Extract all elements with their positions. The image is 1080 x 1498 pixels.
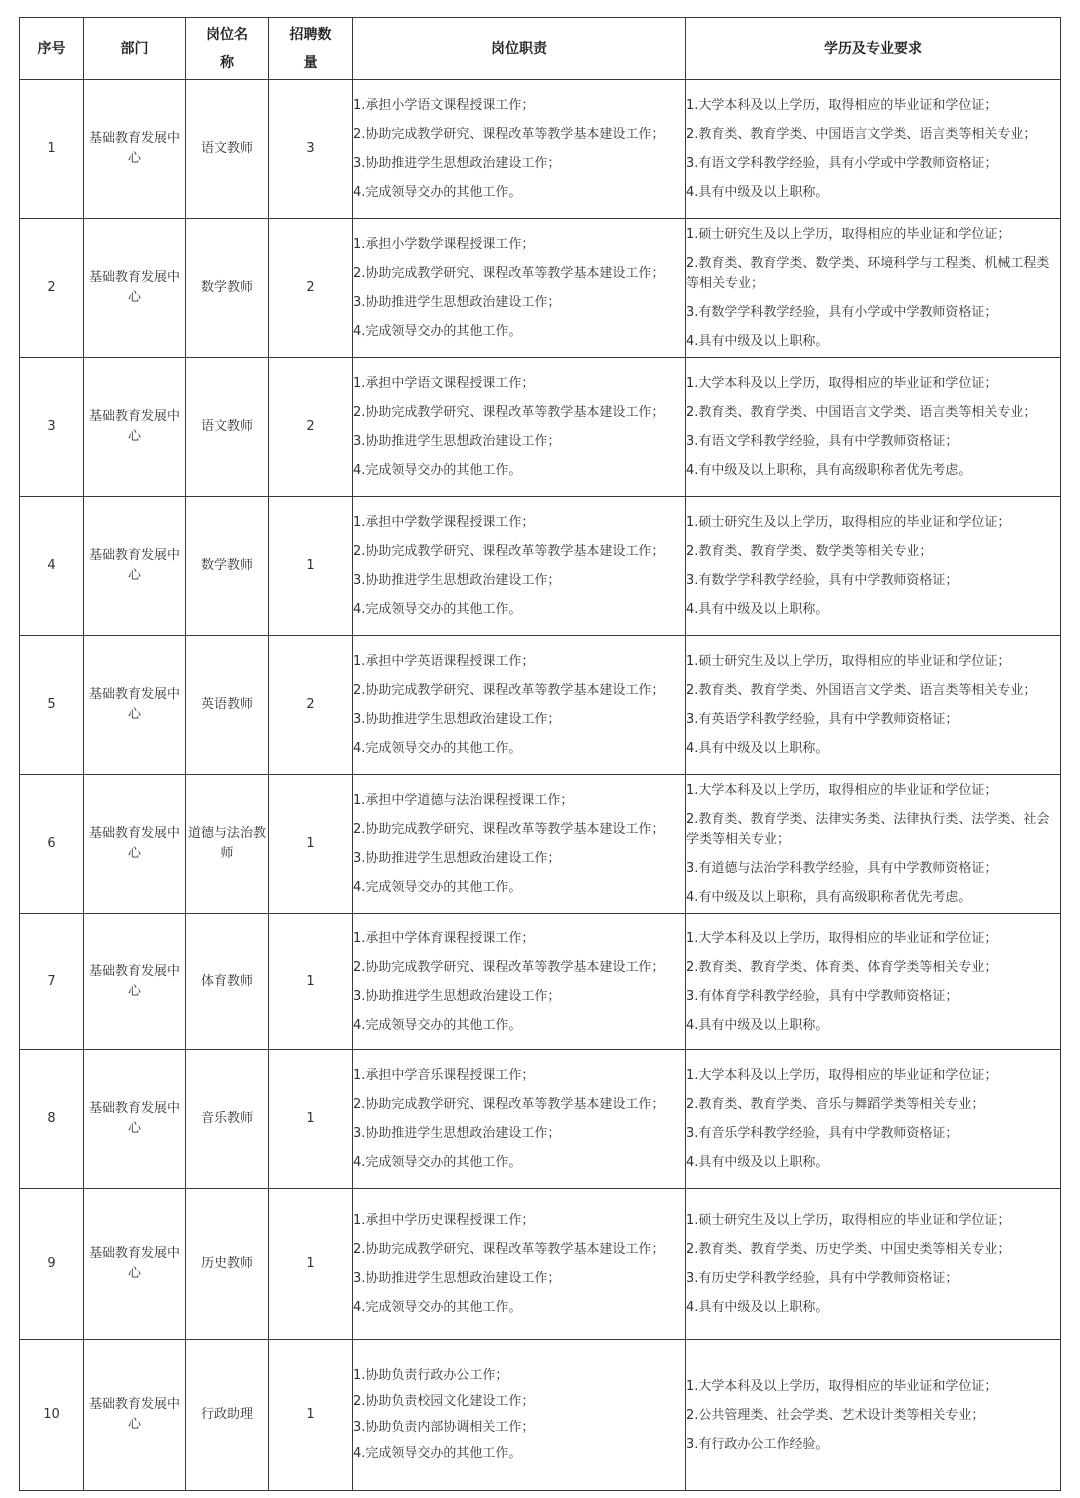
duty-item: 1.承担中学音乐课程授课工作； xyxy=(353,1068,535,1083)
requirement-item: 4.具有中级及以上职称。 xyxy=(686,602,829,617)
duty-item: 4.完成领导交办的其他工作。 xyxy=(353,324,522,339)
requirement-item: 2.教育类、教育学类、数学类、环境科学与工程类、机械工程类等相关专业； xyxy=(686,256,1050,291)
duty-item: 4.完成领导交办的其他工作。 xyxy=(353,880,522,895)
requirement-item: 1.硕士研究生及以上学历，取得相应的毕业证和学位证； xyxy=(686,515,1011,530)
duty-item: 1.承担小学语文课程授课工作； xyxy=(353,98,535,113)
position-name: 语文教师 xyxy=(186,358,269,497)
table-row xyxy=(20,914,1061,1050)
table-row xyxy=(20,80,1061,219)
department: 基础教育发展中心 xyxy=(84,497,186,636)
requirement-item: 2.教育类、教育学类、音乐与舞蹈学类等相关专业； xyxy=(686,1097,985,1112)
duty-item: 2.协助完成教学研究、课程改革等教学基本建设工作； xyxy=(353,1242,665,1257)
duties-list xyxy=(353,1050,686,1189)
requirement-item: 3.有数学学科教学经验，具有中学教师资格证； xyxy=(686,573,959,588)
hire-count: 1 xyxy=(269,775,353,914)
duty-item: 2.协助完成教学研究、课程改革等教学基本建设工作； xyxy=(353,544,665,559)
requirement-item: 1.硕士研究生及以上学历，取得相应的毕业证和学位证； xyxy=(686,227,1011,242)
header-reqs: 学历及专业要求 xyxy=(686,18,1061,80)
requirements-list xyxy=(686,636,1061,775)
requirement-item: 4.具有中级及以上职称。 xyxy=(686,185,829,200)
row-number: 8 xyxy=(20,1050,84,1189)
requirements-list xyxy=(686,358,1061,497)
hire-count: 1 xyxy=(269,1340,353,1491)
duty-item: 1.承担中学语文课程授课工作； xyxy=(353,376,535,391)
header-dept: 部门 xyxy=(84,18,186,80)
row-number: 5 xyxy=(20,636,84,775)
hire-count: 2 xyxy=(269,636,353,775)
duties-list xyxy=(353,358,686,497)
hire-count: 2 xyxy=(269,358,353,497)
duty-item: 1.承担中学数学课程授课工作； xyxy=(353,515,535,530)
duties-list xyxy=(353,775,686,914)
requirements-list xyxy=(686,219,1061,358)
row-number: 2 xyxy=(20,219,84,358)
duty-item: 3.协助推进学生思想政治建设工作； xyxy=(353,988,561,1004)
requirement-item: 1.硕士研究生及以上学历，取得相应的毕业证和学位证； xyxy=(686,654,1011,669)
requirements-list xyxy=(686,1189,1061,1340)
duty-item: 4.完成领导交办的其他工作。 xyxy=(353,741,522,756)
duty-item: 3.协助推进学生思想政治建设工作； xyxy=(353,573,561,588)
department: 基础教育发展中心 xyxy=(84,1189,186,1340)
table-row xyxy=(20,1050,1061,1189)
requirements-list xyxy=(686,1050,1061,1189)
department: 基础教育发展中心 xyxy=(84,1340,186,1491)
requirement-item: 3.有语文学科教学经验，具有中学教师资格证； xyxy=(686,434,959,449)
department: 基础教育发展中心 xyxy=(84,80,186,219)
duty-item: 3.协助推进学生思想政治建设工作； xyxy=(353,712,561,727)
duty-item: 1.承担中学体育课程授课工作； xyxy=(353,930,535,946)
duty-item: 3.协助推进学生思想政治建设工作； xyxy=(353,156,561,171)
position-name: 语文教师 xyxy=(186,80,269,219)
duty-item: 4.完成领导交办的其他工作。 xyxy=(353,1446,522,1461)
requirement-item: 3.有数学学科教学经验，具有小学或中学教师资格证； xyxy=(686,305,998,320)
requirement-item: 1.硕士研究生及以上学历，取得相应的毕业证和学位证； xyxy=(686,1213,1011,1228)
requirement-item: 1.大学本科及以上学历，取得相应的毕业证和学位证； xyxy=(686,376,998,391)
position-name: 数学教师 xyxy=(186,497,269,636)
position-name: 英语教师 xyxy=(186,636,269,775)
duty-item: 1.承担中学历史课程授课工作； xyxy=(353,1213,535,1228)
requirement-item: 3.有英语学科教学经验，具有中学教师资格证； xyxy=(686,712,959,727)
duty-item: 3.协助推进学生思想政治建设工作； xyxy=(353,851,561,866)
duties-list xyxy=(353,219,686,358)
position-name: 音乐教师 xyxy=(186,1050,269,1189)
duty-item: 2.协助完成教学研究、课程改革等教学基本建设工作； xyxy=(353,405,665,420)
requirement-item: 2.教育类、教育学类、体育类、体育学类等相关专业； xyxy=(686,959,998,975)
hire-count: 1 xyxy=(269,497,353,636)
department: 基础教育发展中心 xyxy=(84,914,186,1050)
requirement-item: 4.具有中级及以上职称。 xyxy=(686,1155,829,1170)
duty-item: 4.完成领导交办的其他工作。 xyxy=(353,602,522,617)
duty-item: 4.完成领导交办的其他工作。 xyxy=(353,463,522,478)
duty-item: 2.协助完成教学研究、课程改革等教学基本建设工作； xyxy=(353,266,665,281)
table-row xyxy=(20,358,1061,497)
requirements-list xyxy=(686,1340,1061,1491)
header-row xyxy=(20,18,1061,80)
requirement-item: 3.有体育学科教学经验，具有中学教师资格证； xyxy=(686,988,959,1004)
requirement-item: 1.大学本科及以上学历，取得相应的毕业证和学位证； xyxy=(686,1068,998,1083)
requirement-item: 4.具有中级及以上职称。 xyxy=(686,741,829,756)
department: 基础教育发展中心 xyxy=(84,636,186,775)
duty-item: 2.协助完成教学研究、课程改革等教学基本建设工作； xyxy=(353,683,665,698)
position-name: 行政助理 xyxy=(186,1340,269,1491)
duties-list xyxy=(353,1189,686,1340)
hire-count: 3 xyxy=(269,80,353,219)
duty-item: 3.协助推进学生思想政治建设工作； xyxy=(353,1271,561,1286)
duty-item: 3.协助推进学生思想政治建设工作； xyxy=(353,295,561,310)
duties-list xyxy=(353,497,686,636)
requirements-list xyxy=(686,775,1061,914)
duty-item: 1.协助负责行政办公工作； xyxy=(353,1368,509,1383)
requirement-item: 4.具有中级及以上职称。 xyxy=(686,334,829,349)
duties-list xyxy=(353,80,686,219)
table-row xyxy=(20,1189,1061,1340)
requirement-item: 2.教育类、教育学类、数学类等相关专业； xyxy=(686,544,933,559)
duty-item: 1.承担小学数学课程授课工作； xyxy=(353,237,535,252)
header-duties: 岗位职责 xyxy=(353,18,686,80)
requirement-item: 4.有中级及以上职称，具有高级职称者优先考虑。 xyxy=(686,890,972,905)
position-name: 数学教师 xyxy=(186,219,269,358)
department: 基础教育发展中心 xyxy=(84,1050,186,1189)
requirements-list xyxy=(686,497,1061,636)
department: 基础教育发展中心 xyxy=(84,358,186,497)
duty-item: 1.承担中学道德与法治课程授课工作； xyxy=(353,793,574,808)
duty-item: 4.完成领导交办的其他工作。 xyxy=(353,1155,522,1170)
requirement-item: 4.有中级及以上职称，具有高级职称者优先考虑。 xyxy=(686,463,972,478)
hire-count: 1 xyxy=(269,1189,353,1340)
duty-item: 4.完成领导交办的其他工作。 xyxy=(353,1300,522,1315)
duty-item: 2.协助完成教学研究、课程改革等教学基本建设工作； xyxy=(353,1097,665,1112)
position-name: 体育教师 xyxy=(186,914,269,1050)
row-number: 4 xyxy=(20,497,84,636)
row-number: 1 xyxy=(20,80,84,219)
requirement-item: 4.具有中级及以上职称。 xyxy=(686,1300,829,1315)
hire-count: 1 xyxy=(269,1050,353,1189)
row-number: 9 xyxy=(20,1189,84,1340)
table-row xyxy=(20,636,1061,775)
duty-item: 2.协助负责校园文化建设工作； xyxy=(353,1394,535,1409)
duties-list xyxy=(353,1340,686,1491)
requirement-item: 1.大学本科及以上学历，取得相应的毕业证和学位证； xyxy=(686,930,998,946)
header-post: 岗位名称 xyxy=(186,18,269,80)
requirements-list xyxy=(686,80,1061,219)
requirement-item: 2.教育类、教育学类、法律实务类、法律执行类、法学类、社会学类等相关专业； xyxy=(686,812,1050,847)
table-row xyxy=(20,219,1061,358)
requirement-item: 1.大学本科及以上学历，取得相应的毕业证和学位证； xyxy=(686,98,998,113)
duty-item: 3.协助负责内部协调相关工作； xyxy=(353,1420,535,1435)
requirement-item: 3.有语文学科教学经验，具有小学或中学教师资格证； xyxy=(686,156,998,171)
requirement-item: 3.有行政办公工作经验。 xyxy=(686,1436,829,1452)
position-name: 历史教师 xyxy=(186,1189,269,1340)
duties-list xyxy=(353,914,686,1050)
duty-item: 2.协助完成教学研究、课程改革等教学基本建设工作； xyxy=(353,127,665,142)
duty-item: 4.完成领导交办的其他工作。 xyxy=(353,185,522,200)
requirement-item: 1.大学本科及以上学历，取得相应的毕业证和学位证； xyxy=(686,783,998,798)
requirement-item: 1.大学本科及以上学历，取得相应的毕业证和学位证； xyxy=(686,1378,998,1394)
department: 基础教育发展中心 xyxy=(84,219,186,358)
table-row xyxy=(20,775,1061,914)
position-name: 道德与法治教师 xyxy=(186,775,269,914)
row-number: 3 xyxy=(20,358,84,497)
requirement-item: 3.有音乐学科教学经验，具有中学教师资格证； xyxy=(686,1126,959,1141)
header-no: 序号 xyxy=(20,18,84,80)
requirement-item: 3.有道德与法治学科教学经验，具有中学教师资格证； xyxy=(686,861,998,876)
hire-count: 2 xyxy=(269,219,353,358)
duty-item: 2.协助完成教学研究、课程改革等教学基本建设工作； xyxy=(353,822,665,837)
requirement-item: 4.具有中级及以上职称。 xyxy=(686,1017,829,1033)
department: 基础教育发展中心 xyxy=(84,775,186,914)
hire-count: 1 xyxy=(269,914,353,1050)
duties-list xyxy=(353,636,686,775)
duty-item: 4.完成领导交办的其他工作。 xyxy=(353,1017,522,1033)
row-number: 6 xyxy=(20,775,84,914)
row-number: 7 xyxy=(20,914,84,1050)
requirement-item: 2.公共管理类、社会学类、艺术设计类等相关专业； xyxy=(686,1407,985,1423)
requirement-item: 3.有历史学科教学经验，具有中学教师资格证； xyxy=(686,1271,959,1286)
row-number: 10 xyxy=(20,1340,84,1491)
table-body xyxy=(20,80,1061,1491)
header-count: 招聘数量 xyxy=(269,18,353,80)
duty-item: 2.协助完成教学研究、课程改革等教学基本建设工作； xyxy=(353,959,665,975)
duty-item: 3.协助推进学生思想政治建设工作； xyxy=(353,1126,561,1141)
requirement-item: 2.教育类、教育学类、外国语言文学类、语言类等相关专业； xyxy=(686,683,1037,698)
table-row xyxy=(20,497,1061,636)
requirement-item: 2.教育类、教育学类、历史学类、中国史类等相关专业； xyxy=(686,1242,1011,1257)
requirement-item: 2.教育类、教育学类、中国语言文学类、语言类等相关专业； xyxy=(686,127,1037,142)
recruitment-table xyxy=(19,17,1061,1491)
table-row xyxy=(20,1340,1061,1491)
requirements-list xyxy=(686,914,1061,1050)
duty-item: 1.承担中学英语课程授课工作； xyxy=(353,654,535,669)
duty-item: 3.协助推进学生思想政治建设工作； xyxy=(353,434,561,449)
requirement-item: 2.教育类、教育学类、中国语言文学类、语言类等相关专业； xyxy=(686,405,1037,420)
